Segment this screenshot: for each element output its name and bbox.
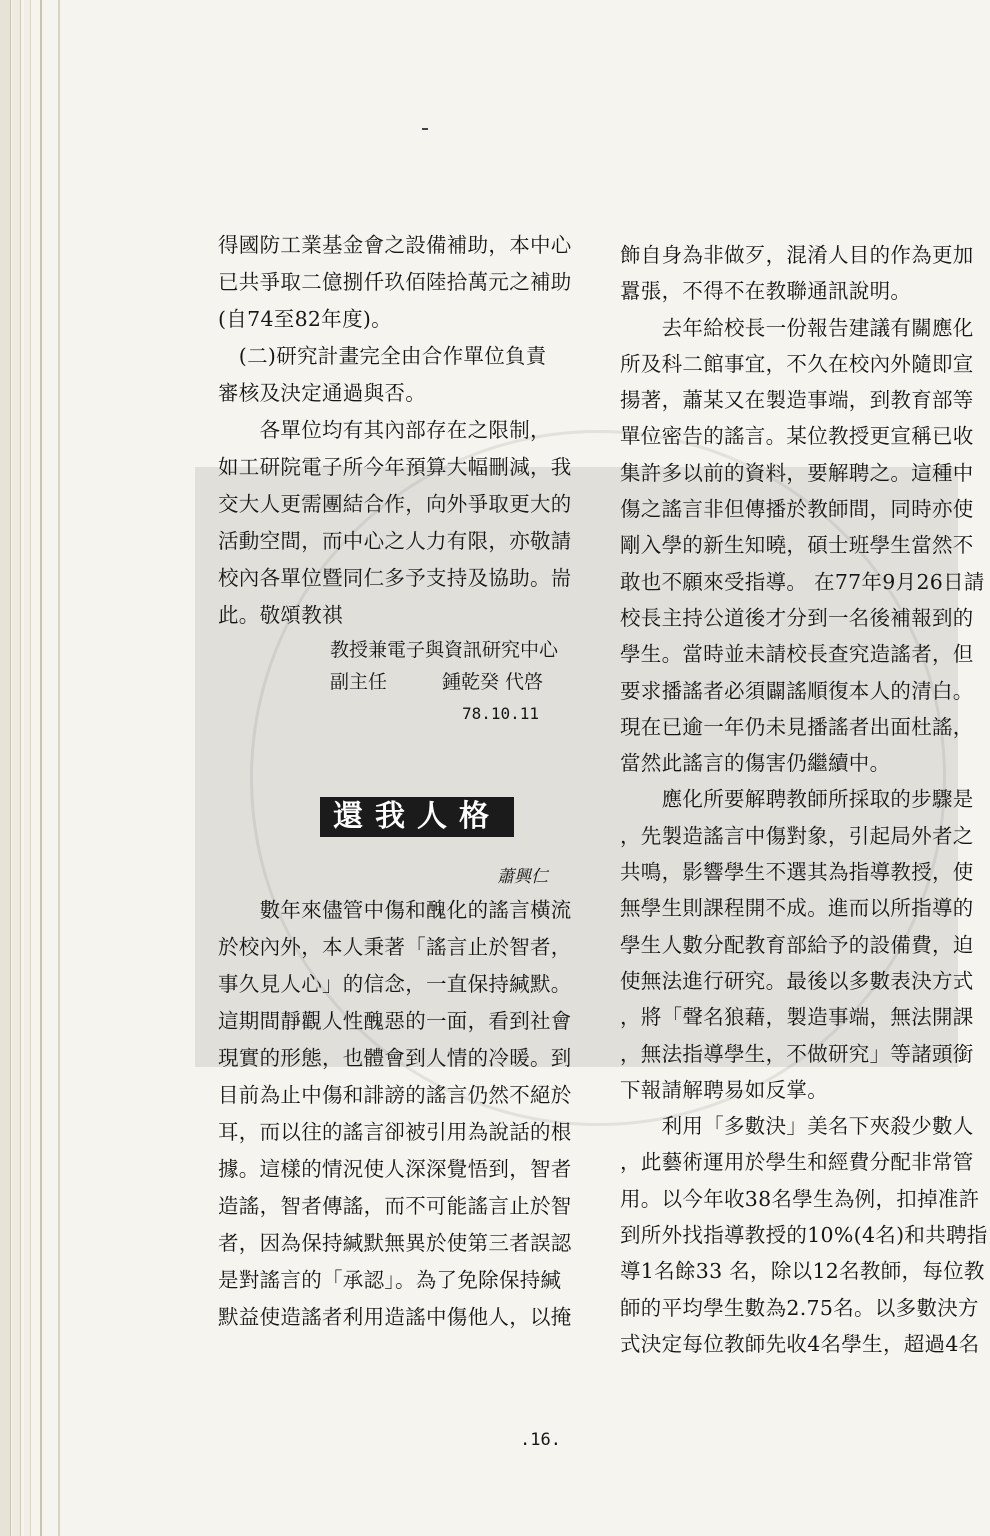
page-edge — [24, 0, 31, 1536]
page-number: .16. — [520, 1430, 561, 1450]
text-line: 無學生則課程開不成。進而以所指導的 — [620, 896, 974, 921]
text-line: 默益使造謠者利用造謠中傷他人，以掩 — [218, 1305, 572, 1329]
paragraph — [218, 227, 570, 338]
paragraph — [620, 781, 974, 1108]
text-line: 目前為止中傷和誹謗的謠言仍然不絕於 — [218, 1083, 572, 1107]
text-line: 校內各單位暨同仁多予支持及協助。耑 — [218, 566, 572, 590]
text-line: 學生人數分配教育部給予的設備費，迫 — [620, 932, 974, 957]
text-line: 式決定每位教師先收4名學生，超過4名 — [620, 1331, 980, 1356]
text-line: 傷之謠言非但傳播於教師間，同時亦使 — [620, 497, 974, 522]
text-line: 各單位均有其內部存在之限制， — [218, 418, 551, 442]
text-line: 事久見人心」的信念，一直保持緘默。 — [218, 972, 572, 996]
paragraph — [218, 412, 570, 634]
text-line: 於校內外，本人秉著「謠言止於智者， — [218, 935, 572, 959]
page-edge — [12, 0, 21, 1536]
text-line: 剛入學的新生知曉，碩士班學生當然不 — [620, 533, 974, 558]
signature-date: 78.10.11 — [462, 704, 540, 723]
text-line: 飾自身為非做歹，混淆人目的作為更加 — [620, 243, 974, 267]
text-line: 者，因為保持緘默無異於使第三者誤認 — [218, 1231, 572, 1255]
article-title: 還我人格 — [320, 797, 514, 837]
text-line: 校長主持公道後才分到一名後補報到的 — [620, 605, 974, 630]
paragraph — [620, 237, 974, 310]
left-column — [218, 227, 570, 634]
text-line: ，將「聲名狼藉，製造事端，無法開課 — [620, 1005, 974, 1030]
text-line: 交大人更需團結合作，向外爭取更大的 — [218, 492, 572, 516]
text-line: ，此藝術運用於學生和經費分配非常管 — [620, 1150, 974, 1175]
text-line: 已共爭取二億捌仟玖佰陸拾萬元之補助 — [218, 270, 572, 294]
paragraph — [620, 1108, 988, 1362]
text-line: 共鳴，影響學生不選其為指導教授，使 — [620, 860, 974, 885]
right-column — [620, 237, 988, 1362]
text-line: 用。以今年收38名學生為例，扣掉准許 — [620, 1186, 980, 1211]
text-line: 得國防工業基金會之設備補助，本中心 — [218, 233, 572, 257]
text-line: 敢也不願來受指導。 在77年9月26日請 — [620, 569, 985, 594]
text-line: 單位密告的謠言。某位教授更宣稱已收 — [620, 424, 974, 449]
paragraph — [218, 338, 570, 412]
text-line: 到所外找指導教授的10%(4名)和共聘指 — [620, 1223, 988, 1248]
text-line: 下報請解聘易如反掌。 — [620, 1077, 828, 1102]
text-line: 使無法進行研究。最後以多數表決方式 — [620, 968, 974, 993]
article-left-column — [218, 892, 570, 1336]
text-line: 耳，而以往的謠言卻被引用為說話的根 — [218, 1120, 572, 1144]
signature-title: 教授兼電子與資訊研究中心 — [330, 639, 559, 661]
text-line: 師的平均學生數為2.75名。以多數決方 — [620, 1295, 979, 1320]
text-line: 去年給校長一份報告建議有關應化 — [620, 315, 974, 340]
text-line: 導1名餘33 名，除以12名教師，每位教 — [620, 1259, 985, 1284]
text-line: 審核及決定通過與否。 — [218, 381, 426, 405]
paragraph — [620, 310, 985, 782]
text-line: 活動空間，而中心之人力有限，亦敬請 — [218, 529, 572, 553]
text-line: (自74至82年度)。 — [218, 307, 392, 331]
text-line: 現在已逾一年仍未見播謠者出面杜謠， — [620, 714, 974, 739]
text-line: 現實的形態，也體會到人情的冷暖。到 — [218, 1046, 572, 1070]
text-line: 此。敬頌教祺 — [218, 603, 343, 627]
text-line: 囂張，不得不在教聯通訊說明。 — [620, 279, 912, 304]
scan-mark — [422, 128, 428, 130]
text-line: 造謠，智者傳謠，而不可能謠言止於智 — [218, 1194, 572, 1218]
page-edge — [0, 0, 11, 1536]
page-edge-line — [58, 0, 60, 1536]
article-author: 蕭興仁 — [497, 867, 548, 887]
text-line: 當然此謠言的傷害仍繼續中。 — [620, 751, 891, 776]
text-line: 應化所要解聘教師所採取的步驟是 — [620, 787, 974, 812]
signature-role: 副主任 — [330, 671, 388, 693]
text-line: (二)研究計畫完全由合作單位負責 — [218, 344, 547, 368]
text-line: 學生。當時並未請校長查究造謠者，但 — [620, 642, 974, 667]
text-line: 如工研院電子所今年預算大幅刪減，我 — [218, 455, 572, 479]
text-line: 利用「多數決」美名下夾殺少數人 — [620, 1114, 974, 1139]
text-line: 揚著，蕭某又在製造事端，到教育部等 — [620, 388, 974, 413]
text-line: 據。這樣的情況使人深深覺悟到，智者 — [218, 1157, 572, 1181]
signature-name: 鍾乾癸 代啓 — [442, 671, 544, 693]
text-line: ，先製造謠言中傷對象，引起局外者之 — [620, 823, 974, 848]
page-edge-line — [40, 0, 42, 1536]
text-line: 數年來儘管中傷和醜化的謠言橫流 — [218, 898, 572, 922]
text-line: ，無法指導學生，不做研究」等諸頭銜 — [620, 1041, 974, 1066]
text-line: 要求播謠者必須闢謠順復本人的清白。 — [620, 678, 974, 703]
text-line: 集許多以前的資料，要解聘之。這種中 — [620, 460, 974, 485]
text-line: 所及科二館事宜，不久在校內外隨即宣 — [620, 351, 974, 376]
text-line: 這期間靜觀人性醜惡的一面，看到社會 — [218, 1009, 572, 1033]
text-line: 是對謠言的「承認」。為了免除保持緘 — [218, 1268, 562, 1292]
